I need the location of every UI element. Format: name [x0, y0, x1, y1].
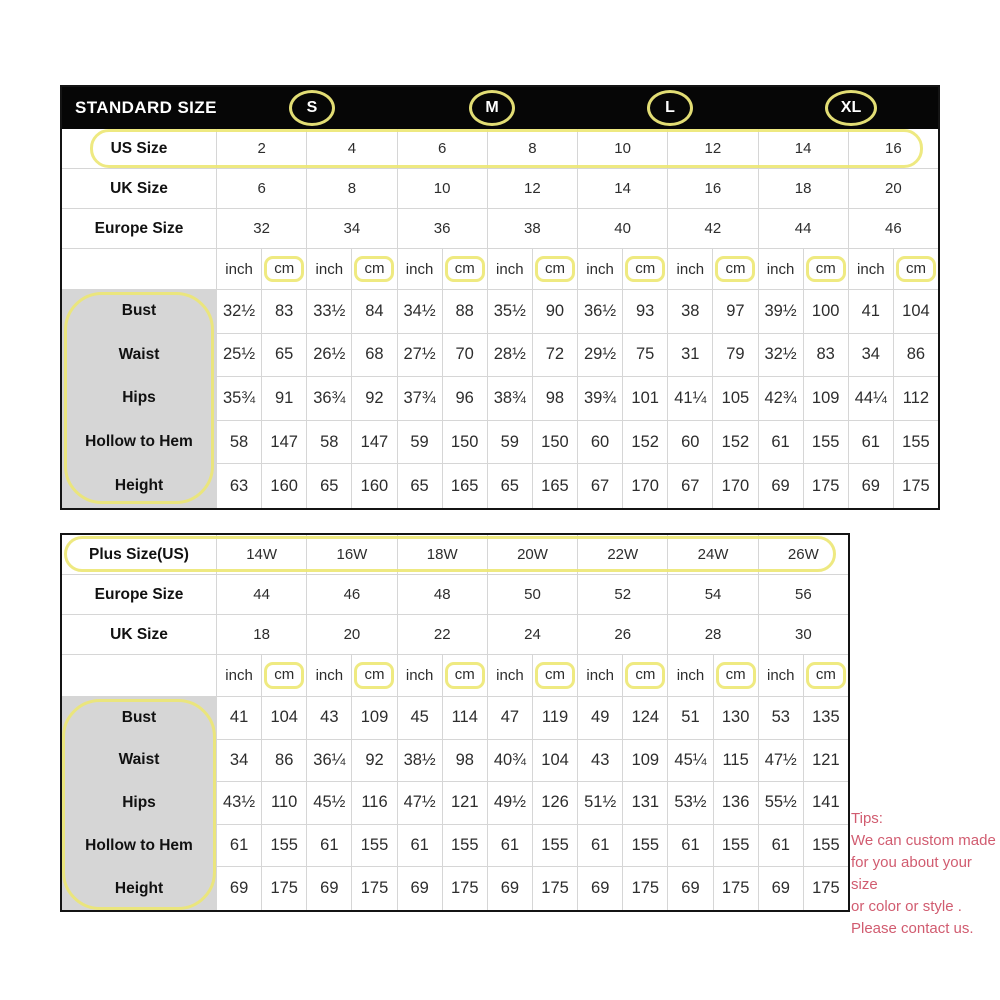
- measurement-cell: 32½: [759, 334, 804, 378]
- row-label-empty: [62, 249, 217, 290]
- measurement-cell: 104: [533, 740, 578, 783]
- measurement-cell: 104: [262, 697, 307, 740]
- measurement-cell: 126: [533, 782, 578, 825]
- measurement-cell: 69: [849, 464, 894, 508]
- cm-highlight-badge: cm: [896, 256, 936, 282]
- measurement-cell: 175: [443, 867, 488, 910]
- measurement-label: Waist: [62, 740, 217, 783]
- measurement-label: Hollow to Hem: [62, 825, 217, 868]
- measurement-cell: 29½: [578, 334, 623, 378]
- size-cell: 46: [849, 209, 938, 249]
- unit-cm-cell: [713, 249, 758, 290]
- measurement-cell: 98: [443, 740, 488, 783]
- size-cell: 14: [578, 169, 668, 209]
- measurement-cell: 25½: [217, 334, 262, 378]
- unit-inch-cell: inch: [217, 249, 262, 290]
- row-label-empty: [62, 655, 217, 697]
- unit-cm-cell: [533, 249, 578, 290]
- measurement-cell: 65: [488, 464, 533, 508]
- measurement-cell: 150: [443, 421, 488, 465]
- measurement-cell: 45½: [307, 782, 352, 825]
- size-cell: 56: [759, 575, 848, 615]
- measurement-cell: 175: [352, 867, 397, 910]
- row-label: Europe Size: [62, 575, 217, 615]
- measurement-cell: 53½: [668, 782, 713, 825]
- measurement-cell: 155: [714, 825, 759, 868]
- measurement-cell: 175: [714, 867, 759, 910]
- measurement-cell: 33½: [307, 290, 352, 334]
- measurement-row: [62, 334, 938, 378]
- measurement-cell: 34: [849, 334, 894, 378]
- measurement-cell: 65: [262, 334, 307, 378]
- measurement-cell: 109: [352, 697, 397, 740]
- measurement-cell: 61: [488, 825, 533, 868]
- measurement-cell: 26½: [307, 334, 352, 378]
- size-cell: 6: [217, 169, 307, 209]
- plus-size-table-body: [62, 535, 848, 910]
- row-label: Plus Size(US): [62, 535, 217, 575]
- size-marker-l: L: [647, 90, 693, 126]
- size-cell: 26: [578, 615, 668, 655]
- measurement-cell: 65: [398, 464, 443, 508]
- measurement-cell: 135: [804, 697, 848, 740]
- measurement-cell: 61: [759, 421, 804, 465]
- measurement-cell: 34½: [398, 290, 443, 334]
- measurement-cell: 97: [713, 290, 758, 334]
- measurement-cell: 41¼: [668, 377, 713, 421]
- measurement-cell: 42¾: [759, 377, 804, 421]
- measurement-cell: 65: [307, 464, 352, 508]
- standard-size-title: STANDARD SIZE: [75, 98, 217, 117]
- measurement-cell: 61: [307, 825, 352, 868]
- measurement-cell: 43: [307, 697, 352, 740]
- size-cell: 38: [488, 209, 578, 249]
- measurement-cell: 105: [713, 377, 758, 421]
- measurement-cell: 69: [759, 464, 804, 508]
- unit-inch-cell: inch: [668, 249, 713, 290]
- measurement-row: [62, 421, 938, 465]
- tips-line: Please contact us.: [851, 920, 974, 937]
- measurement-cell: 31: [668, 334, 713, 378]
- measurement-cell: 92: [352, 377, 397, 421]
- size-cell: 54: [668, 575, 758, 615]
- size-cell: 32: [217, 209, 307, 249]
- tips-line: for you about your size: [851, 854, 972, 893]
- measurement-cell: 155: [804, 825, 848, 868]
- size-cell: 52: [578, 575, 668, 615]
- unit-inch-cell: inch: [578, 655, 623, 697]
- cm-highlight-badge: cm: [535, 256, 575, 282]
- unit-row: [62, 655, 848, 697]
- measurement-cell: 36¾: [307, 377, 352, 421]
- size-cell: 14W: [217, 535, 307, 575]
- size-cell: 44: [217, 575, 307, 615]
- standard-size-table: [60, 85, 940, 510]
- measurement-cell: 152: [623, 421, 668, 465]
- size-cell: 8: [307, 169, 397, 209]
- measurement-cell: 27½: [398, 334, 443, 378]
- size-cell: 42: [668, 209, 758, 249]
- size-cell: 8: [488, 129, 578, 169]
- cm-highlight-badge: cm: [445, 256, 485, 282]
- cm-highlight-badge: cm: [535, 662, 575, 688]
- measurement-cell: 170: [713, 464, 758, 508]
- measurement-cell: 152: [713, 421, 758, 465]
- size-cell: 18W: [398, 535, 488, 575]
- size-cell: 18: [759, 169, 849, 209]
- measurement-cell: 47½: [759, 740, 804, 783]
- size-marker-m: M: [469, 90, 515, 126]
- size-cell: 2: [217, 129, 307, 169]
- measurement-label: Height: [62, 464, 217, 508]
- cm-highlight-badge: cm: [625, 662, 665, 688]
- measurement-cell: 83: [262, 290, 307, 334]
- size-cell: 10: [398, 169, 488, 209]
- measurement-cell: 175: [533, 867, 578, 910]
- size-cell: 6: [398, 129, 488, 169]
- size-cell: 12: [668, 129, 758, 169]
- tips-line: We can custom made: [851, 832, 996, 849]
- measurement-cell: 131: [623, 782, 668, 825]
- measurement-cell: 37¾: [398, 377, 443, 421]
- unit-cm-cell: [623, 249, 668, 290]
- measurement-cell: 130: [714, 697, 759, 740]
- measurement-cell: 147: [352, 421, 397, 465]
- size-row: [62, 209, 938, 249]
- measurement-cell: 109: [804, 377, 849, 421]
- unit-row: [62, 249, 938, 290]
- measurement-cell: 141: [804, 782, 848, 825]
- measurement-cell: 170: [623, 464, 668, 508]
- size-cell: 20: [849, 169, 938, 209]
- plus-size-table: [60, 533, 850, 912]
- measurement-cell: 61: [759, 825, 804, 868]
- measurement-cell: 155: [623, 825, 668, 868]
- size-cell: 30: [759, 615, 848, 655]
- size-cell: 16: [849, 129, 938, 169]
- cm-highlight-badge: cm: [354, 662, 394, 688]
- measurement-cell: 115: [714, 740, 759, 783]
- unit-inch-cell: inch: [849, 249, 894, 290]
- measurement-cell: 60: [668, 421, 713, 465]
- cm-highlight-badge: cm: [806, 662, 846, 688]
- unit-inch-cell: inch: [217, 655, 262, 697]
- measurement-cell: 59: [488, 421, 533, 465]
- cm-highlight-badge: cm: [264, 256, 304, 282]
- size-cell: 48: [398, 575, 488, 615]
- measurement-cell: 136: [714, 782, 759, 825]
- unit-cm-cell: [443, 249, 488, 290]
- unit-cm-cell: [533, 655, 578, 697]
- measurement-cell: 51: [668, 697, 713, 740]
- size-marker-xl: XL: [825, 90, 877, 126]
- row-label: Europe Size: [62, 209, 217, 249]
- size-cell: 22W: [578, 535, 668, 575]
- measurement-cell: 160: [262, 464, 307, 508]
- unit-inch-cell: inch: [398, 249, 443, 290]
- standard-size-header: [62, 87, 938, 129]
- measurement-cell: 39¾: [578, 377, 623, 421]
- measurement-cell: 72: [533, 334, 578, 378]
- measurement-cell: 69: [398, 867, 443, 910]
- unit-cm-cell: [623, 655, 668, 697]
- measurement-cell: 45: [398, 697, 443, 740]
- measurement-cell: 83: [804, 334, 849, 378]
- unit-cm-cell: [894, 249, 938, 290]
- measurement-cell: 35¾: [217, 377, 262, 421]
- measurement-cell: 109: [623, 740, 668, 783]
- measurement-cell: 38½: [398, 740, 443, 783]
- measurement-cell: 61: [849, 421, 894, 465]
- measurement-row: [62, 697, 848, 740]
- measurement-cell: 38: [668, 290, 713, 334]
- measurement-cell: 67: [578, 464, 623, 508]
- measurement-cell: 86: [894, 334, 938, 378]
- measurement-cell: 68: [352, 334, 397, 378]
- measurement-cell: 93: [623, 290, 668, 334]
- cm-highlight-badge: cm: [354, 256, 394, 282]
- measurement-row: [62, 782, 848, 825]
- unit-cm-cell: [352, 249, 397, 290]
- measurement-cell: 36¼: [307, 740, 352, 783]
- unit-inch-cell: inch: [307, 249, 352, 290]
- measurement-cell: 35½: [488, 290, 533, 334]
- unit-cm-cell: [262, 655, 307, 697]
- measurement-cell: 69: [668, 867, 713, 910]
- tips-line: or color or style .: [851, 898, 962, 915]
- measurement-cell: 41: [217, 697, 262, 740]
- measurement-cell: 39½: [759, 290, 804, 334]
- measurement-cell: 40¾: [488, 740, 533, 783]
- measurement-cell: 175: [623, 867, 668, 910]
- measurement-cell: 121: [443, 782, 488, 825]
- measurement-cell: 155: [804, 421, 849, 465]
- measurement-cell: 32½: [217, 290, 262, 334]
- measurement-cell: 36½: [578, 290, 623, 334]
- measurement-cell: 175: [262, 867, 307, 910]
- size-cell: 22: [398, 615, 488, 655]
- measurement-cell: 150: [533, 421, 578, 465]
- measurement-cell: 49½: [488, 782, 533, 825]
- measurement-row: [62, 867, 848, 910]
- measurement-cell: 124: [623, 697, 668, 740]
- cm-highlight-badge: cm: [445, 662, 485, 688]
- size-cell: 34: [307, 209, 397, 249]
- size-cell: 36: [398, 209, 488, 249]
- unit-cm-cell: [443, 655, 488, 697]
- unit-inch-cell: inch: [307, 655, 352, 697]
- size-cell: 24W: [668, 535, 758, 575]
- measurement-label: Bust: [62, 697, 217, 740]
- measurement-cell: 165: [443, 464, 488, 508]
- size-row: [62, 129, 938, 169]
- measurement-cell: 75: [623, 334, 668, 378]
- measurement-cell: 86: [262, 740, 307, 783]
- unit-cm-cell: [352, 655, 397, 697]
- size-row: [62, 575, 848, 615]
- unit-inch-cell: inch: [759, 249, 804, 290]
- measurement-label: Hips: [62, 782, 217, 825]
- measurement-cell: 155: [443, 825, 488, 868]
- cm-highlight-badge: cm: [716, 662, 756, 688]
- measurement-row: [62, 377, 938, 421]
- measurement-cell: 84: [352, 290, 397, 334]
- measurement-cell: 116: [352, 782, 397, 825]
- measurement-cell: 175: [804, 867, 848, 910]
- measurement-cell: 92: [352, 740, 397, 783]
- unit-inch-cell: inch: [759, 655, 804, 697]
- measurement-label: Height: [62, 867, 217, 910]
- measurement-label: Waist: [62, 334, 217, 378]
- measurement-cell: 58: [217, 421, 262, 465]
- measurement-cell: 70: [443, 334, 488, 378]
- measurement-cell: 165: [533, 464, 578, 508]
- size-cell: 40: [578, 209, 668, 249]
- measurement-cell: 61: [217, 825, 262, 868]
- measurement-cell: 88: [443, 290, 488, 334]
- measurement-cell: 38¾: [488, 377, 533, 421]
- measurement-cell: 69: [307, 867, 352, 910]
- tips-heading: Tips:: [851, 810, 883, 827]
- size-row: [62, 535, 848, 575]
- measurement-cell: 43: [578, 740, 623, 783]
- size-cell: 18: [217, 615, 307, 655]
- measurement-cell: 45¼: [668, 740, 713, 783]
- measurement-cell: 110: [262, 782, 307, 825]
- measurement-cell: 155: [894, 421, 938, 465]
- measurement-cell: 90: [533, 290, 578, 334]
- standard-size-table-body: [62, 129, 938, 508]
- size-row: [62, 169, 938, 209]
- size-cell: 16: [668, 169, 758, 209]
- measurement-cell: 47: [488, 697, 533, 740]
- custom-made-tips: [851, 808, 1000, 940]
- measurement-cell: 69: [488, 867, 533, 910]
- measurement-cell: 155: [533, 825, 578, 868]
- measurement-cell: 160: [352, 464, 397, 508]
- cm-highlight-badge: cm: [715, 256, 755, 282]
- measurement-row: [62, 825, 848, 868]
- size-cell: 20: [307, 615, 397, 655]
- measurement-row: [62, 740, 848, 783]
- measurement-cell: 58: [307, 421, 352, 465]
- measurement-cell: 114: [443, 697, 488, 740]
- measurement-cell: 155: [352, 825, 397, 868]
- measurement-cell: 119: [533, 697, 578, 740]
- measurement-cell: 28½: [488, 334, 533, 378]
- cm-highlight-badge: cm: [264, 662, 304, 688]
- unit-inch-cell: inch: [578, 249, 623, 290]
- measurement-cell: 61: [668, 825, 713, 868]
- measurement-cell: 104: [894, 290, 938, 334]
- measurement-cell: 44¼: [849, 377, 894, 421]
- size-cell: 10: [578, 129, 668, 169]
- measurement-row: [62, 464, 938, 508]
- measurement-cell: 49: [578, 697, 623, 740]
- size-cell: 28: [668, 615, 758, 655]
- measurement-cell: 175: [804, 464, 849, 508]
- size-cell: 20W: [488, 535, 578, 575]
- measurement-cell: 91: [262, 377, 307, 421]
- size-cell: 16W: [307, 535, 397, 575]
- measurement-cell: 69: [759, 867, 804, 910]
- measurement-cell: 51½: [578, 782, 623, 825]
- size-cell: 46: [307, 575, 397, 615]
- measurement-label: Bust: [62, 290, 217, 334]
- measurement-row: [62, 290, 938, 334]
- unit-inch-cell: inch: [488, 655, 533, 697]
- measurement-label: Hollow to Hem: [62, 421, 217, 465]
- size-cell: 50: [488, 575, 578, 615]
- size-cell: 12: [488, 169, 578, 209]
- unit-cm-cell: [804, 655, 848, 697]
- measurement-cell: 101: [623, 377, 668, 421]
- unit-inch-cell: inch: [668, 655, 713, 697]
- measurement-cell: 60: [578, 421, 623, 465]
- measurement-cell: 34: [217, 740, 262, 783]
- unit-inch-cell: inch: [488, 249, 533, 290]
- measurement-cell: 61: [578, 825, 623, 868]
- size-marker-s: S: [289, 90, 335, 126]
- cm-highlight-badge: cm: [806, 256, 846, 282]
- measurement-cell: 100: [804, 290, 849, 334]
- measurement-cell: 43½: [217, 782, 262, 825]
- row-label: US Size: [62, 129, 217, 169]
- measurement-cell: 53: [759, 697, 804, 740]
- size-cell: 24: [488, 615, 578, 655]
- row-label: UK Size: [62, 615, 217, 655]
- measurement-cell: 41: [849, 290, 894, 334]
- measurement-cell: 155: [262, 825, 307, 868]
- measurement-cell: 67: [668, 464, 713, 508]
- size-row: [62, 615, 848, 655]
- size-cell: 14: [759, 129, 849, 169]
- measurement-cell: 121: [804, 740, 848, 783]
- measurement-cell: 112: [894, 377, 938, 421]
- size-cell: 26W: [759, 535, 848, 575]
- size-cell: 4: [307, 129, 397, 169]
- row-label: UK Size: [62, 169, 217, 209]
- measurement-cell: 69: [217, 867, 262, 910]
- measurement-cell: 61: [398, 825, 443, 868]
- cm-highlight-badge: cm: [625, 256, 665, 282]
- measurement-cell: 69: [578, 867, 623, 910]
- measurement-label: Hips: [62, 377, 217, 421]
- unit-cm-cell: [714, 655, 759, 697]
- measurement-cell: 59: [398, 421, 443, 465]
- measurement-cell: 63: [217, 464, 262, 508]
- measurement-cell: 47½: [398, 782, 443, 825]
- measurement-cell: 96: [443, 377, 488, 421]
- measurement-cell: 79: [713, 334, 758, 378]
- measurement-cell: 175: [894, 464, 938, 508]
- measurement-cell: 55½: [759, 782, 804, 825]
- size-cell: 44: [759, 209, 849, 249]
- unit-cm-cell: [262, 249, 307, 290]
- unit-cm-cell: [804, 249, 849, 290]
- measurement-cell: 98: [533, 377, 578, 421]
- unit-inch-cell: inch: [398, 655, 443, 697]
- measurement-cell: 147: [262, 421, 307, 465]
